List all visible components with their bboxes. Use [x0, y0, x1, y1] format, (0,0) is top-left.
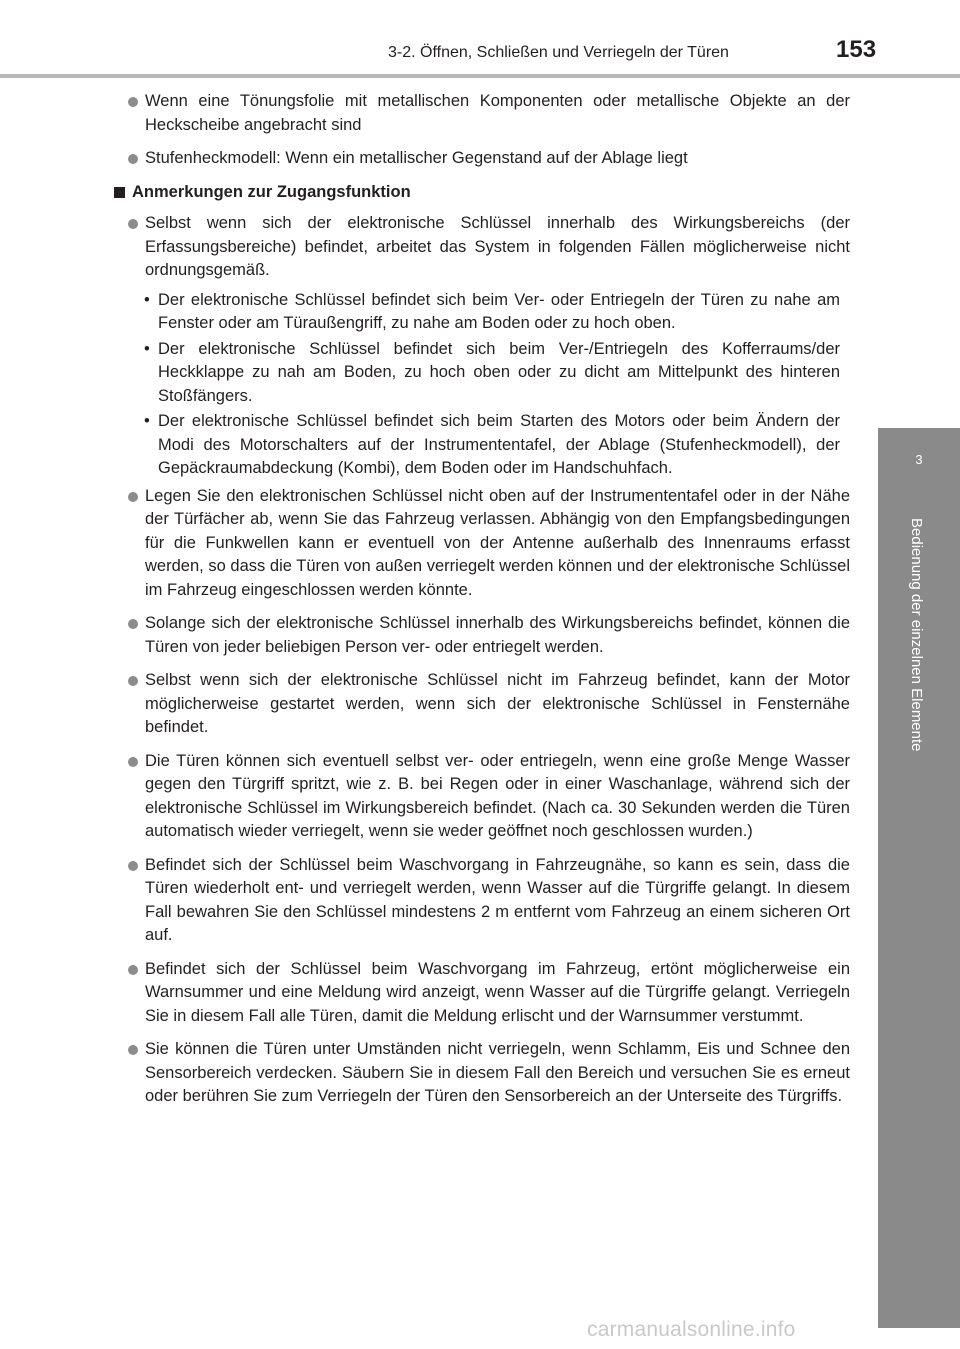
header-divider [0, 74, 960, 78]
list-item [110, 212, 850, 283]
sub-list-item [110, 410, 840, 481]
list-item [110, 669, 850, 740]
page-number: 153 [836, 36, 877, 63]
bullet-icon [128, 965, 138, 975]
bullet-icon [128, 757, 138, 767]
item-text: Befindet sich der Schlüssel beim Waschvorgang im Fahrzeug, ertönt möglicherweise ein Warnsummer und eine Meldung wird anzeigt, wenn Wasser auf die Türgriffe gelangt. Verriegeln Sie in diesem Fall alle Türen, damit die Meldung erlischt und der Warnsummer verstummt. [145, 959, 850, 1025]
list-item [110, 90, 850, 137]
item-text: Legen Sie den elektronischen Schlüssel nicht oben auf der Instrumententafel oder in der Nähe der Türfächer ab, wenn Sie das Fahrzeug verlassen. Abhängig von den Empfangsbedingungen für die Funkwellen kann er eventuell von der Antenne außerhalb des Innenraums erfasst werden, so dass die Türen von außen verriegelt werden können und der elektronische Schlüssel im Fahrzeug eingeschlossen werden könnte. [145, 486, 850, 599]
square-marker-icon [114, 187, 125, 198]
item-text: Solange sich der elektronische Schlüssel innerhalb des Wirkungsbereichs befindet, können die Türen von jeder beliebigen Person ver- oder entriegelt werden. [145, 614, 850, 656]
list-item [110, 854, 850, 948]
dot-marker-icon: • [144, 290, 150, 309]
sub-item-text: Der elektronische Schlüssel befindet sich beim Ver-/Entriegeln des Kofferraums/der Heckklappe zu nah am Boden, zu hoch oben oder zu dicht am Mittelpunkt des hinteren Stoßfängers. [158, 339, 840, 405]
chapter-label: Bedienung der einzelnen Elemente [908, 518, 925, 752]
list-item [110, 1038, 850, 1109]
bullet-icon [128, 154, 138, 164]
list-item [110, 750, 850, 844]
item-text: Selbst wenn sich der elektronische Schlüssel nicht im Fahrzeug befindet, kann der Motor möglicherweise gestartet werden, wenn sich der elektronische Schlüssel in Fensternähe befindet. [145, 671, 850, 736]
page-content [110, 90, 850, 1119]
bullet-icon [128, 861, 138, 871]
item-text: Selbst wenn sich der elektronische Schlüssel innerhalb des Wirkungsbereichs (der Erfassungsbereiche) befindet, arbeitet das System in folgenden Fällen möglicherweise nicht ordnungsgemäß. [145, 214, 850, 279]
bullet-icon [128, 219, 138, 229]
bullet-icon [128, 97, 138, 107]
item-text: Wenn eine Tönungsfolie mit metallischen Komponenten oder metallische Objekte an der Heckscheibe angebracht sind [145, 92, 850, 134]
sub-list-item [110, 338, 840, 409]
bullet-icon [128, 492, 138, 502]
bullet-icon [128, 1045, 138, 1055]
sub-item-text: Der elektronische Schlüssel befindet sich beim Ver- oder Entriegeln der Türen zu nahe am Fenster oder am Türaußengriff, zu nahe am Boden oder zu hoch oben. [158, 290, 840, 332]
sub-item-text: Der elektronische Schlüssel befindet sich beim Starten des Motors oder beim Ändern der Modi des Motorschalters auf der Instrumententafel, der Ablage (Stufenheckmodell), der Gepäckraumabdeckung (Kombi), dem Boden oder im Handschuhfach. [158, 412, 840, 477]
list-item [110, 147, 850, 171]
chapter-number: 3 [915, 452, 923, 467]
item-text: Befindet sich der Schlüssel beim Waschvorgang in Fahrzeugnähe, so kann es sein, dass die Türen wiederholt ent- und verriegelt werden, wenn Wasser auf die Türgriffe gelangt. In diesem Fall bewahren Sie den Schlüssel mindestens 2 m entfernt vom Fahrzeug an einem sicheren Ort auf. [145, 855, 850, 944]
watermark: carmanualsonline.info [587, 1318, 796, 1341]
sub-list [110, 289, 850, 481]
list-item [110, 485, 850, 603]
dot-marker-icon: • [144, 412, 150, 430]
item-text: Die Türen können sich eventuell selbst ver- oder entriegeln, wenn eine große Menge Wasser gegen den Türgriff spritzt, wie z. B. bei Regen oder in einer Waschanlage, während sich der elektronische Schlüssel im Wirkungsbereich befindet. (Nach ca. 30 Sekunden werden die Türen automatisch wieder verriegelt, wenn sie weder geöffnet noch geschlossen wurden.) [145, 751, 850, 840]
heading-text: Anmerkungen zur Zugangsfunktion [132, 182, 411, 201]
list-item [110, 612, 850, 659]
bullet-icon [128, 676, 138, 686]
list-item [110, 958, 850, 1029]
chapter-side-tab [878, 428, 960, 1328]
sub-list-item [110, 289, 840, 336]
section-title: 3-2. Öffnen, Schließen und Verriegeln der Türen [388, 44, 729, 61]
item-text: Stufenheckmodell: Wenn ein metallischer Gegenstand auf der Ablage liegt [145, 149, 688, 167]
section-heading [110, 181, 850, 205]
dot-marker-icon: • [144, 339, 150, 358]
item-text: Sie können die Türen unter Umständen nicht verriegeln, wenn Schlamm, Eis und Schnee den Sensorbereich verdecken. Säubern Sie in diesem Fall den Bereich und versuchen Sie es erneut oder berühren Sie zum Verriegeln der Türen den Sensorbereich an der Unterseite des Türgriffs. [145, 1040, 850, 1105]
bullet-icon [128, 619, 138, 629]
